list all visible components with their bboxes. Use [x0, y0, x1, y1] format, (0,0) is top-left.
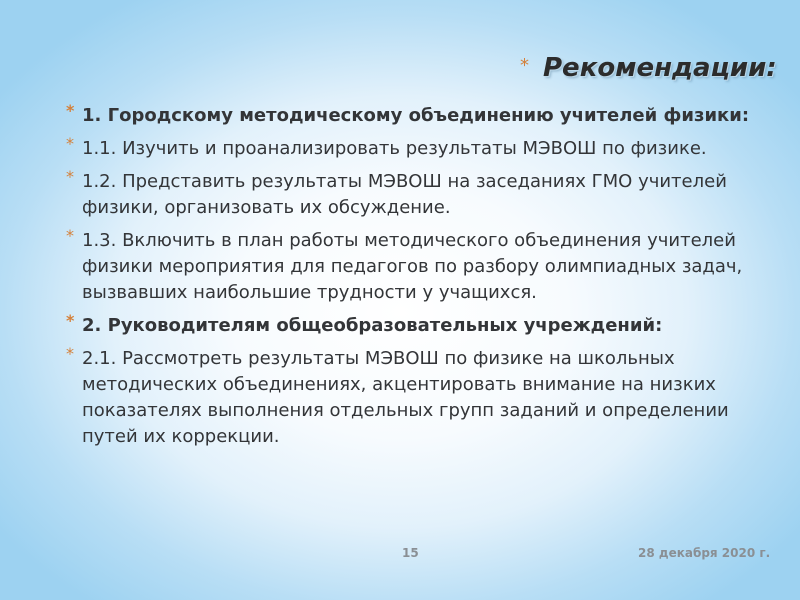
star-bullet-icon: *: [66, 167, 74, 186]
list-item-line: путей их коррекции.: [82, 426, 280, 447]
footer-date: 28 декабря 2020 г.: [638, 546, 771, 560]
list-item-line: 1.1. Изучить и проанализировать результаты МЭВОШ по физике.: [82, 138, 707, 159]
slide-content: [66, 103, 766, 457]
star-bullet-icon: *: [66, 311, 75, 330]
slide-title-text: Рекомендации:: [543, 53, 777, 83]
page-number: 15: [402, 546, 419, 560]
list-item: [66, 103, 766, 129]
list-item-line: методических объединениях, акцентировать внимание на низких: [82, 374, 716, 395]
slide-title: [520, 48, 780, 88]
list-item-line: физики мероприятия для педагогов по разбору олимпиадных задач,: [82, 256, 743, 277]
list-item-line: 2.1. Рассмотреть результаты МЭВОШ по физике на школьных: [82, 348, 675, 369]
list-item: [66, 313, 766, 339]
star-bullet-icon: *: [66, 344, 74, 363]
list-item-line: показателях выполнения отдельных групп заданий и определении: [82, 400, 729, 421]
list-item-line: 1. Городскому методическому объединению учителей физики:: [82, 105, 750, 126]
list-item-line: 1.3. Включить в план работы методического объединения учителей: [82, 230, 736, 251]
star-bullet-icon: *: [520, 55, 529, 76]
list-item: [66, 228, 766, 306]
list-item-line: 2. Руководителям общеобразовательных учреждений:: [82, 315, 663, 336]
list-item-line: физики, организовать их обсуждение.: [82, 197, 451, 218]
star-bullet-icon: *: [66, 226, 74, 245]
star-bullet-icon: *: [66, 101, 75, 120]
star-bullet-icon: *: [66, 134, 74, 153]
list-item: [66, 169, 766, 221]
list-item-line: 1.2. Представить результаты МЭВОШ на заседаниях ГМО учителей: [82, 171, 727, 192]
list-item: [66, 136, 766, 162]
list-item-line: вызвавших наибольшие трудности у учащихся.: [82, 282, 537, 303]
list-item: [66, 346, 766, 450]
